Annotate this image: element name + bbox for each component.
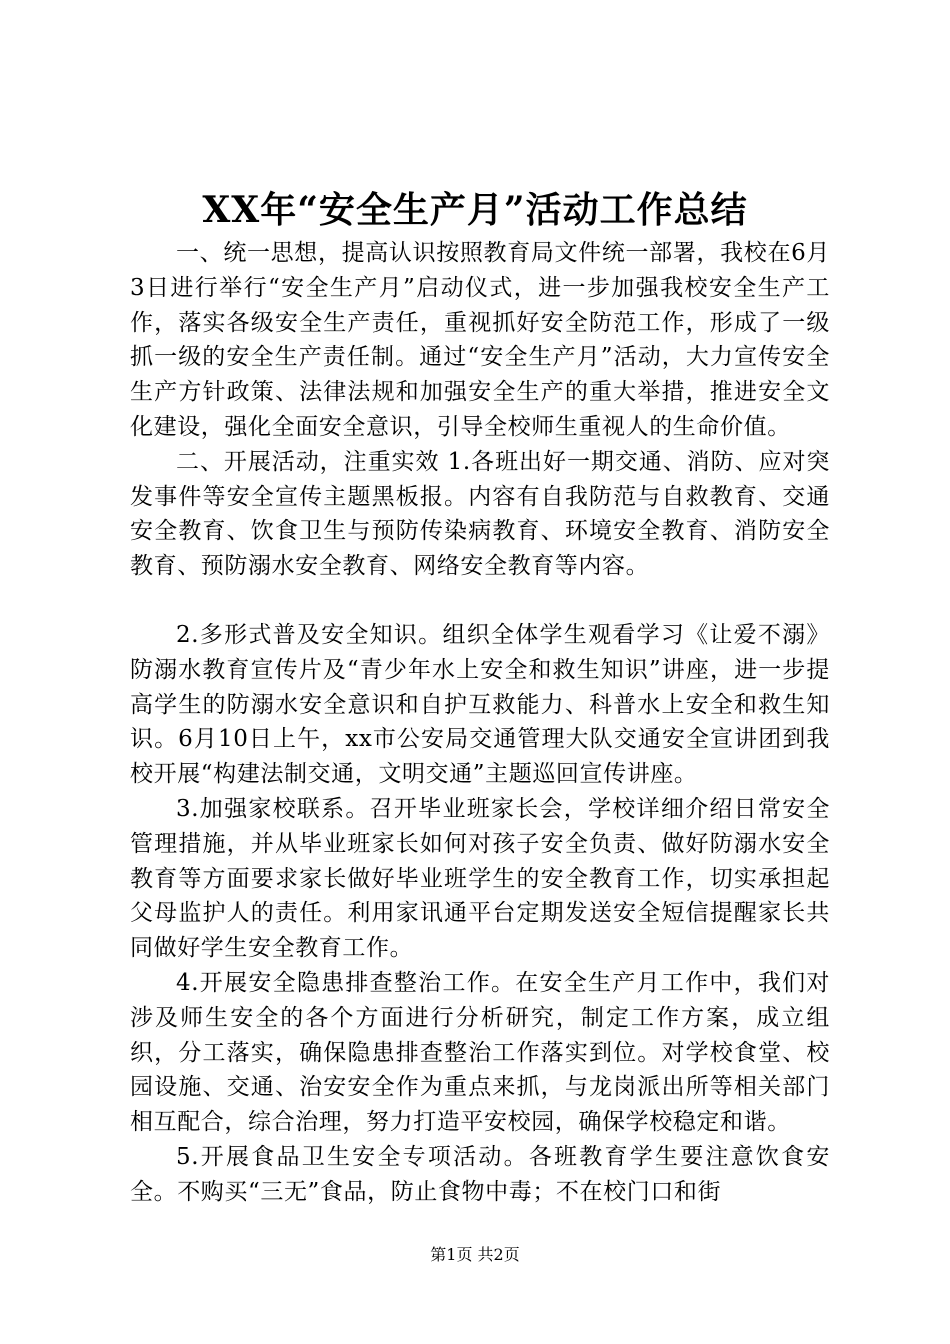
paragraph-3: 2.多形式普及安全知识。组织全体学生观看学习《让爱不溺》防溺水教育宣传片及“青少年水上安全和救生知识”讲座，进一步提高学生的防溺水安全意识和自护互救能力、科普水上安全和救生知识。6月10日上午，xx市公安局交通管理大队交通安全宣讲团到我校开展“构建法制交通，文明交通”主题巡回宣传讲座。 [130,621,830,788]
paragraph-4: 3.加强家校联系。召开毕业班家长会，学校详细介绍日常安全管理措施，并从毕业班家长如何对孩子安全负责、做好防溺水安全教育等方面要求家长做好毕业班学生的安全教育工作，切实承担起父母监护人的责任。利用家讯通平台定期发送安全短信提醒家长共同做好学生安全教育工作。 [130,795,830,962]
paragraph-6: 5.开展食品卫生安全专项活动。各班教育学生要注意饮食安全。不购买“三无”食品，防止食物中毒；不在校门口和街 [130,1143,830,1205]
paragraph-5: 4.开展安全隐患排查整治工作。在安全生产月工作中，我们对涉及师生安全的各个方面进行分析研究，制定工作方案，成立组织，分工落实，确保隐患排查整治工作落实到位。对学校食堂、校园设施、交通、治安安全作为重点来抓，与龙岗派出所等相关部门相互配合，综合治理，努力打造平安校园，确保学校稳定和谐。 [130,969,830,1136]
page-footer: 第1页 共2页 [430,1245,520,1264]
document-title: XX年“安全生产月”活动工作总结 [202,189,748,231]
paragraph-1: 一、统一思想，提高认识按照教育局文件统一部署，我校在6月3日进行举行“安全生产月”启动仪式，进一步加强我校安全生产工作，落实各级安全生产责任，重视抓好安全防范工作，形成了一级抓一级的安全生产责任制。通过“安全生产月”活动，大力宣传安全生产方针政策、法律法规和加强安全生产的重大举措，推进安全文化建设，强化全面安全意识，引导全校师生重视人的生命价值。 [130,240,830,440]
paragraph-2: 二、开展活动，注重实效 1.各班出好一期交通、消防、应对突发事件等安全宣传主题黑板报。内容有自我防范与自救教育、交通安全教育、饮食卫生与预防传染病教育、环境安全教育、消防安全教育、预防溺水安全教育、网络安全教育等内容。 [130,448,830,580]
document-body [130,236,830,1210]
